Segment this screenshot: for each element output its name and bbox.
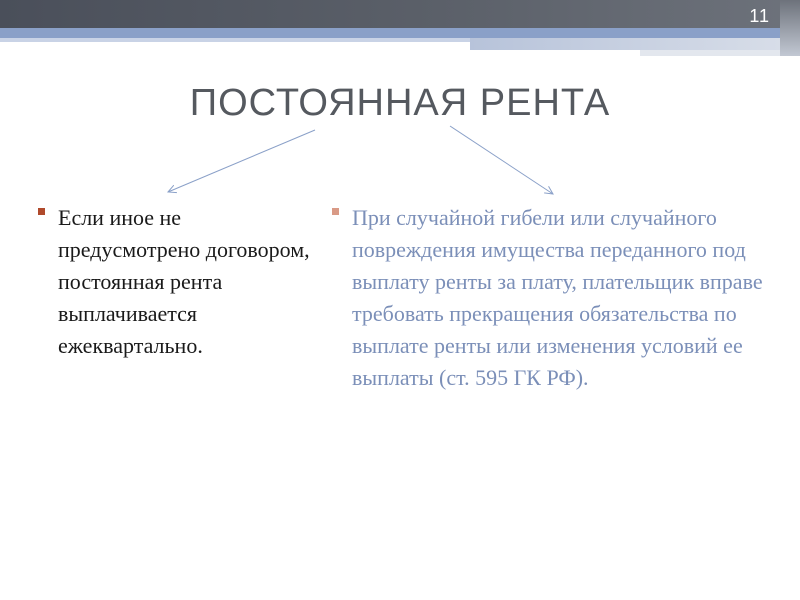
right-bullet-text: При случайной гибели или случайного повреждения имущества переданного под выплату ренты за плату, плательщик вправе требовать прекращения обязательства по выплате ренты или изменения условий ее выплаты (ст. 595 ГК РФ). <box>352 205 763 390</box>
right-column <box>332 202 777 394</box>
left-bullet-item <box>38 202 328 362</box>
slide-number: 11 <box>749 6 770 26</box>
right-bullet-item <box>332 202 777 394</box>
arrow-right <box>450 126 553 194</box>
bullet-marker-left <box>38 208 45 215</box>
header-band-blue-thin <box>0 38 470 42</box>
header-band-light <box>470 38 780 50</box>
header-band-dark <box>0 0 800 28</box>
left-bullet-text: Если иное не предусмотрено договором, постоянная рента выплачивается ежеквартально. <box>58 205 310 358</box>
slide-title: ПОСТОЯННАЯ РЕНТА <box>189 82 611 124</box>
left-column <box>38 202 328 362</box>
header-band-right <box>780 0 800 56</box>
bullet-marker-right <box>332 208 339 215</box>
header-band-blue <box>0 28 780 38</box>
header-band-light-lower <box>640 50 785 56</box>
arrow-left <box>168 130 315 192</box>
